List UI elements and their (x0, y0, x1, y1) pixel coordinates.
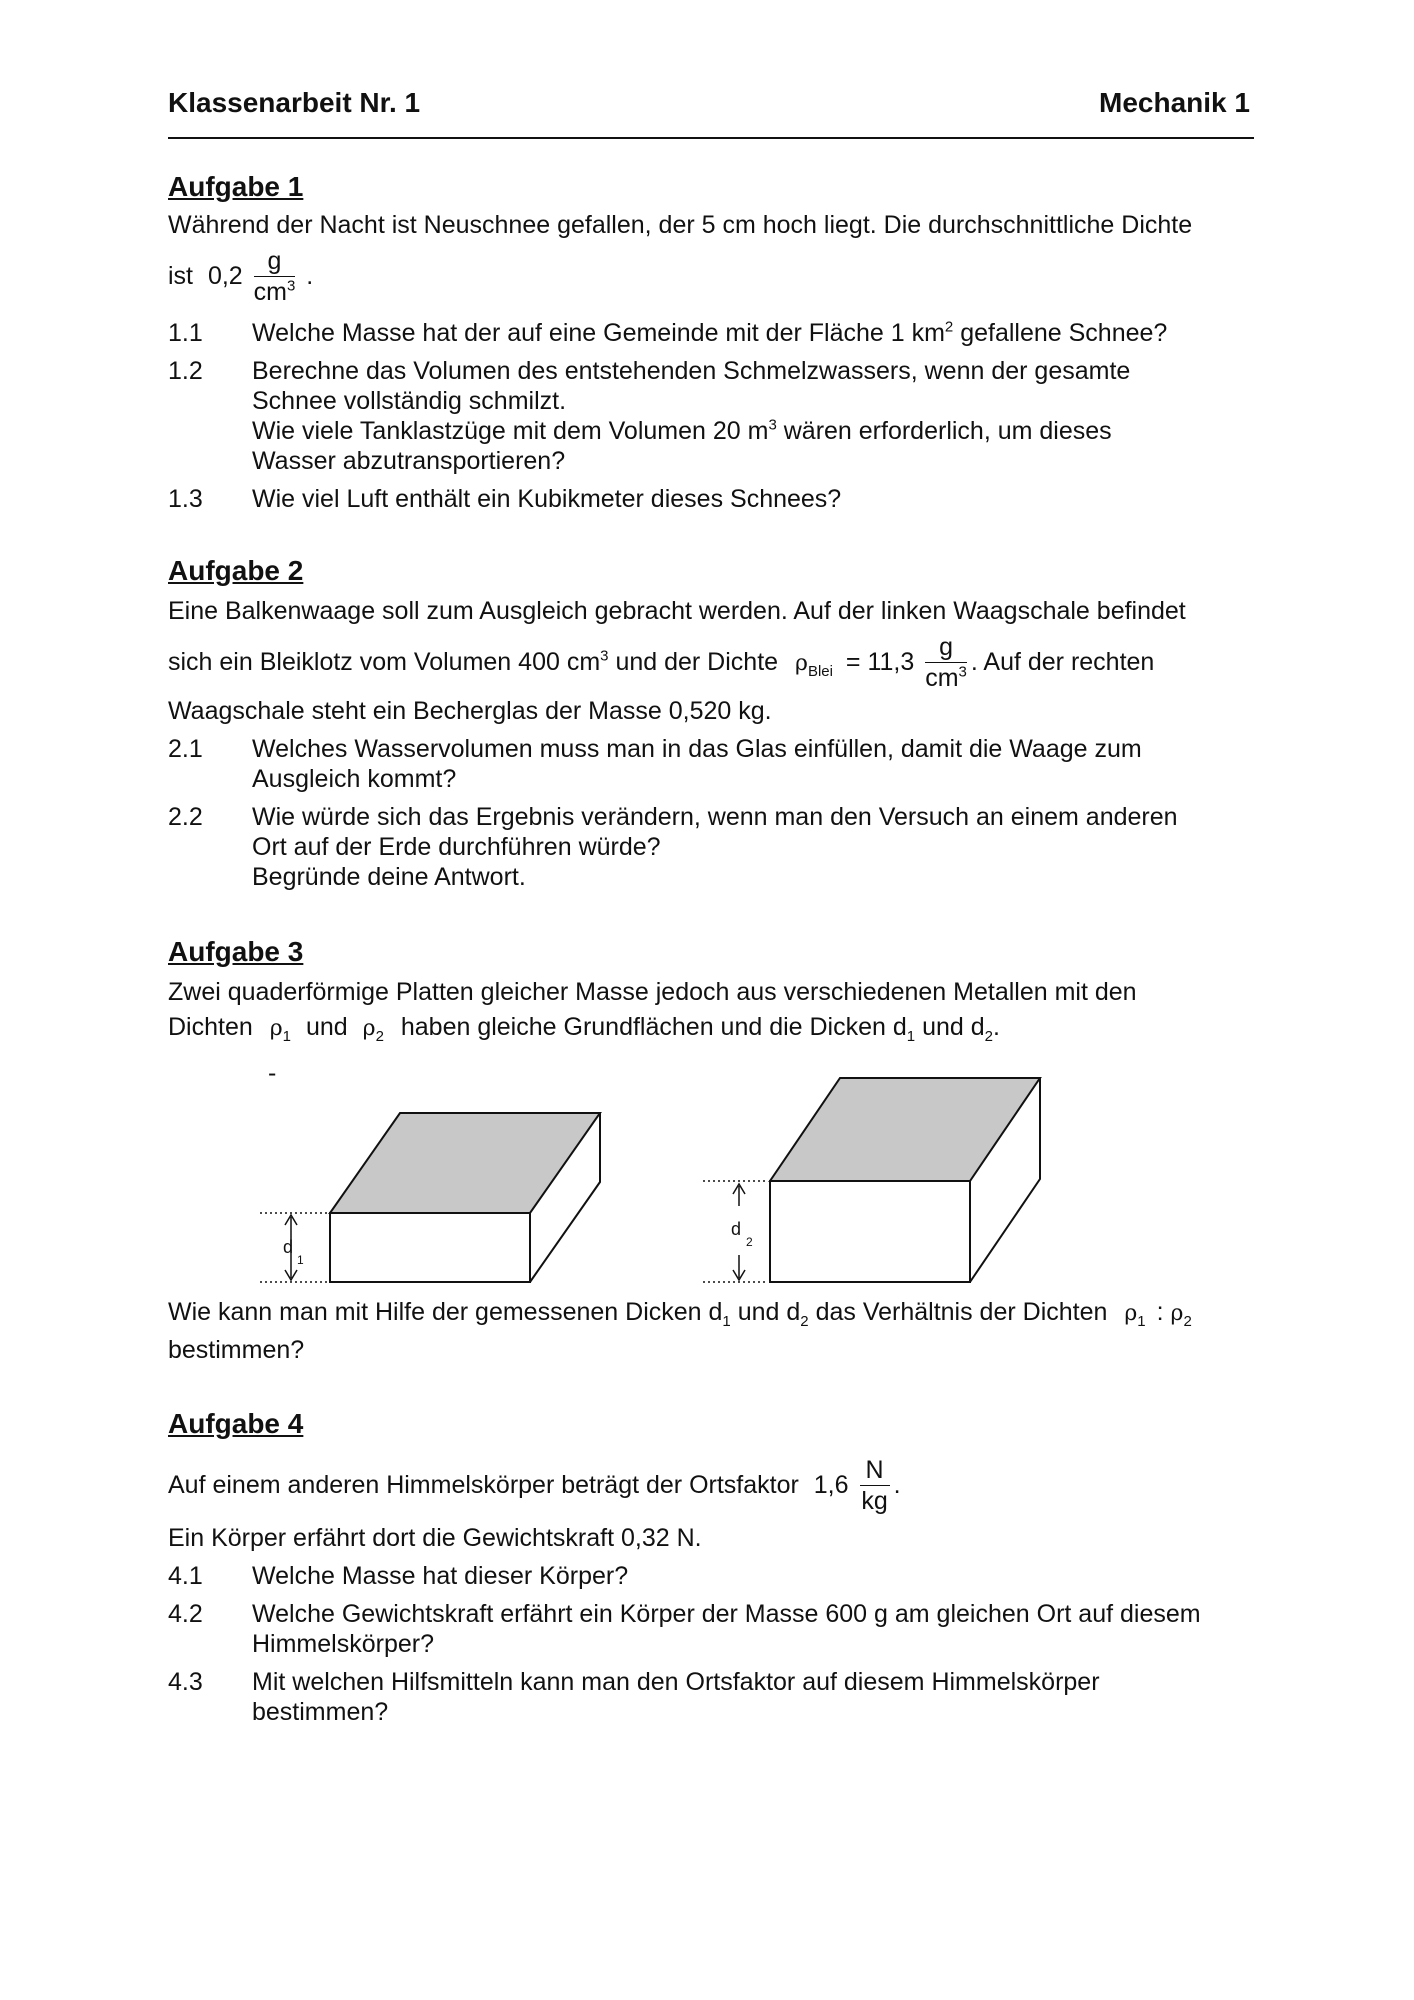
task2-intro-line1: Eine Balkenwaage soll zum Ausgleich gebracht werden. Auf der linken Waagschale befindet (168, 597, 1186, 625)
header-title: Klassenarbeit Nr. 1 (168, 87, 421, 118)
item-text: Mit welchen Hilfsmitteln kann man den Ortsfaktor auf diesem Himmelskörper (252, 1668, 1100, 1696)
item-text: Begründe deine Antwort. (252, 863, 526, 891)
task3-question-line1: Wie kann man mit Hilfe der gemessenen Dicken $d_1$ und $d_2$ das Verhältnis der Dichten $\rho_1$ : $\rho_2$ (168, 1298, 1192, 1330)
item-text: Ausgleich kommt? (252, 765, 457, 793)
d2-label-sub: 2 (746, 1235, 753, 1249)
lead-density-unit-fraction: $\frac{g}{cm^3}$ (925, 633, 967, 693)
item-text: Himmelskörper? (252, 1630, 434, 1658)
d1-label-sub: 1 (297, 1253, 304, 1267)
plate-1-front-face (330, 1213, 530, 1282)
item-text: Berechne das Volumen des entstehenden Schmelzwassers, wenn der gesamte (252, 357, 1131, 385)
plate-1-top-face (330, 1113, 600, 1213)
item-number: 4.3 (168, 1668, 203, 1696)
task2-intro-line2: sich ein Bleiklotz vom Volumen 400 $cm^3$ und der Dichte $\rho_{Blei} = 11,3$ $\frac{g}{cm^3}$ . Auf der rechten (168, 633, 1155, 693)
item-text: bestimmen? (252, 1698, 389, 1726)
item-number: 1.3 (168, 485, 203, 513)
item-number: 2.1 (168, 735, 203, 763)
gravity-unit-fraction: $\frac{N}{kg}$ (861, 1456, 888, 1516)
d2-label: d (731, 1219, 742, 1239)
item-text: Welche Gewichtskraft erfährt ein Körper der Masse 600 g am gleichen Ort auf diesem (252, 1600, 1201, 1628)
task1-title: Aufgabe 1 (168, 171, 304, 202)
item-text: Wie viele Tanklastzüge mit dem Volumen 20 $m^3$ wären erforderlich, um dieses (252, 416, 1112, 445)
item-text: Welche Masse hat der auf eine Gemeinde mit der Fläche 1 $km^2$ gefallene Schnee? (252, 318, 1168, 347)
item-text: Ort auf der Erde durchführen würde? (252, 833, 661, 861)
plate-2-front-face (770, 1181, 970, 1282)
item-text: Wasser abzutransportieren? (252, 447, 566, 475)
task4-title: Aufgabe 4 (168, 1408, 304, 1439)
item-number: 4.2 (168, 1600, 203, 1628)
task2-intro-line3: Waagschale steht ein Becherglas der Masse 0,520 kg. (168, 697, 772, 725)
plate-2-top-face (770, 1078, 1040, 1181)
item-text: Welche Masse hat dieser Körper? (252, 1562, 629, 1590)
plate-1 (260, 1113, 600, 1282)
stray-dash: - (268, 1059, 277, 1087)
task2-title: Aufgabe 2 (168, 555, 304, 586)
task3-title: Aufgabe 3 (168, 936, 304, 967)
task3-intro-line1: Zwei quaderförmige Platten gleicher Masse jedoch aus verschiedenen Metallen mit den (168, 978, 1137, 1006)
task1-intro-line1: Während der Nacht ist Neuschnee gefallen, der 5 cm hoch liegt. Die durchschnittliche Dichte (168, 211, 1193, 239)
task1-intro-line2: ist 0,2 $\frac{g}{cm^3}$ . (168, 247, 314, 307)
item-number: 1.1 (168, 319, 203, 347)
item-text: Wie würde sich das Ergebnis verändern, wenn man den Versuch an einem anderen (252, 803, 1178, 831)
item-text: Welches Wasservolumen muss man in das Glas einfüllen, damit die Waage zum (252, 735, 1142, 763)
header-subject: Mechanik 1 (1099, 87, 1250, 118)
item-number: 2.2 (168, 803, 203, 831)
plate-2 (703, 1078, 1040, 1282)
task3-question-line2: bestimmen? (168, 1336, 305, 1364)
item-number: 4.1 (168, 1562, 203, 1590)
item-text: Schnee vollständig schmilzt. (252, 387, 567, 415)
task3-intro-line2: Dichten $\rho_1$ und $\rho_2$ haben gleiche Grundflächen und die Dicken $d_1$ und $d_2$. (168, 1013, 1000, 1045)
item-text: Wie viel Luft enthält ein Kubikmeter dieses Schnees? (252, 485, 842, 513)
d1-label: d (283, 1237, 294, 1257)
task4-intro-line1: Auf einem anderen Himmelskörper beträgt der Ortsfaktor 1,6 $\frac{N}{kg}$ . (168, 1456, 901, 1516)
item-number: 1.2 (168, 357, 203, 385)
task4-intro-line2: Ein Körper erfährt dort die Gewichtskraft 0,32 N. (168, 1524, 702, 1552)
density-unit-fraction: $\frac{g}{cm^3}$ (253, 247, 296, 307)
